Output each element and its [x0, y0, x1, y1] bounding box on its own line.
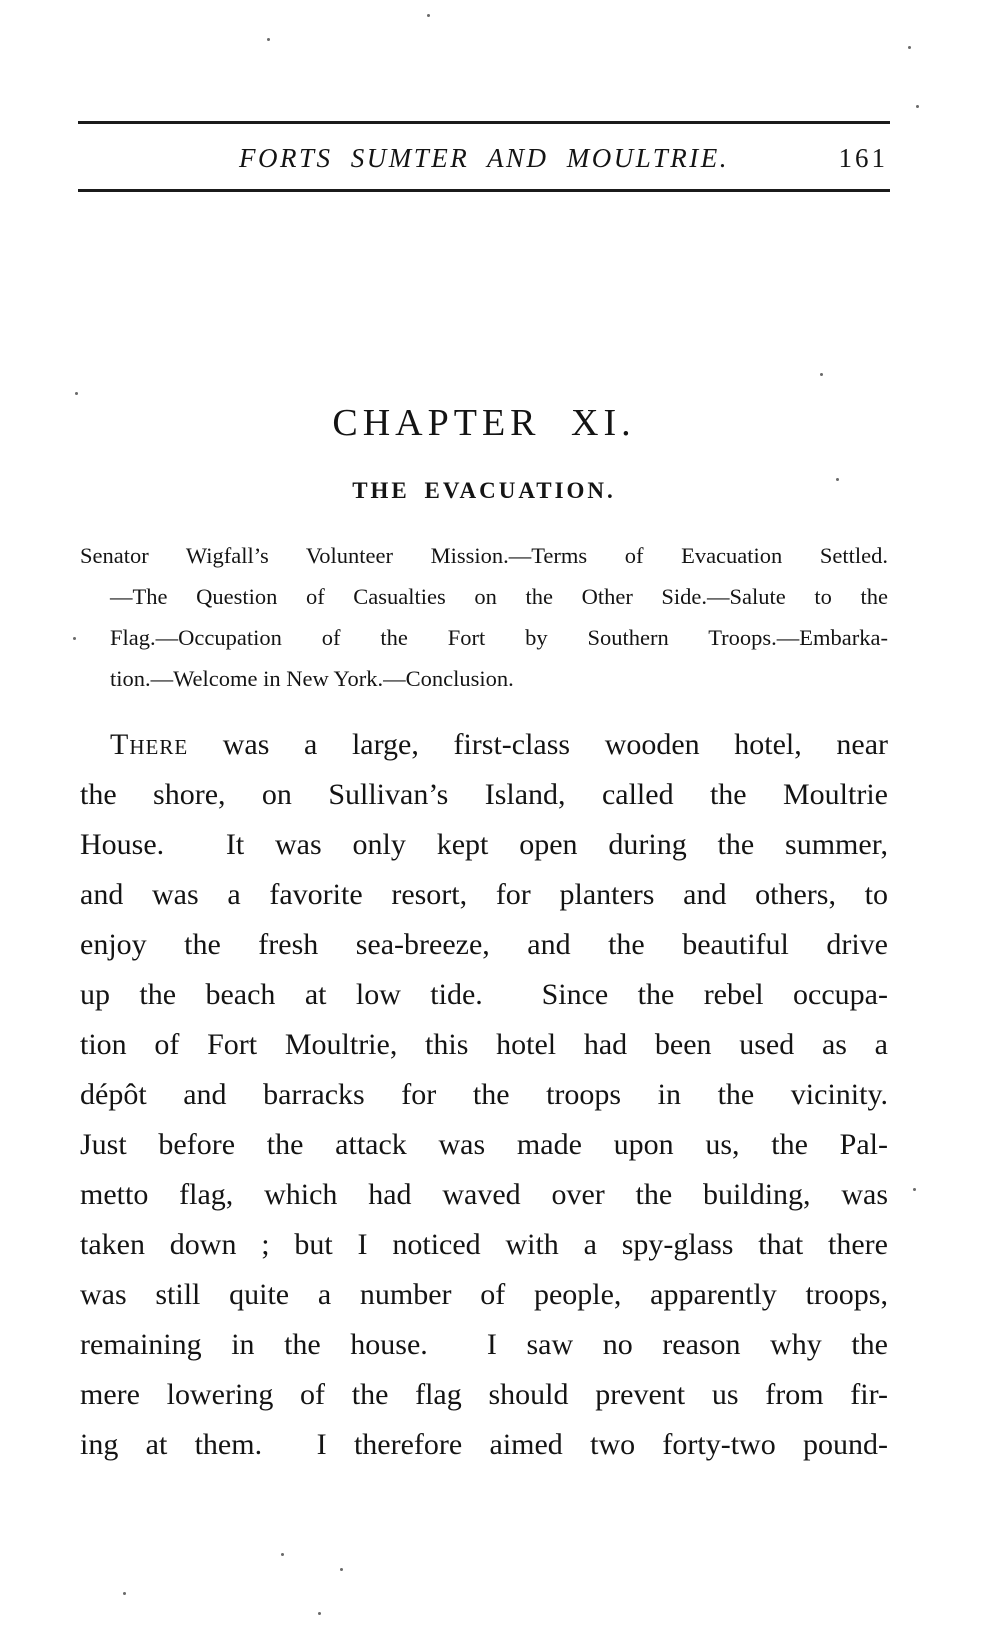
scan-speck — [281, 1553, 284, 1556]
scan-speck — [820, 373, 823, 376]
body-line: dépôt and barracks for the troops in the vicinity. — [80, 1078, 888, 1111]
page-number: 161 — [838, 143, 888, 173]
scan-speck — [75, 392, 78, 395]
scan-speck — [427, 14, 430, 17]
body-line: House. It was only kept open during the summer, — [80, 828, 888, 861]
header-rule-bottom — [78, 189, 890, 192]
scan-speck — [916, 105, 919, 108]
scan-speck — [908, 46, 911, 49]
scan-speck — [836, 478, 839, 481]
running-title: FORTS SUMTER AND MOULTRIE. — [239, 143, 729, 173]
synopsis-line: Senator Wigfall’s Volunteer Mission.—Terms of Evacuation Settled. — [80, 543, 888, 568]
running-head — [78, 136, 890, 180]
body-line: ing at them. I therefore aimed two forty-two pound- — [80, 1428, 888, 1461]
body-line — [80, 720, 888, 770]
body-line: the shore, on Sullivan’s Island, called the Moultrie — [80, 778, 888, 811]
body-line: remaining in the house. I saw no reason why the — [80, 1328, 888, 1361]
body-line: Just before the attack was made upon us, the Pal- — [80, 1128, 888, 1161]
body-line-text: was a large, first-class wooden hotel, near — [188, 728, 888, 761]
body-line: was still quite a number of people, apparently troops, — [80, 1278, 888, 1311]
chapter-synopsis — [80, 535, 888, 699]
body-line: tion of Fort Moultrie, this hotel had been used as a — [80, 1028, 888, 1061]
header-rule-top — [78, 121, 890, 124]
scan-speck — [267, 38, 270, 41]
scan-speck — [73, 637, 76, 640]
scan-speck — [123, 1592, 126, 1595]
synopsis-line: —The Question of Casualties on the Other Side.—Salute to the — [110, 584, 888, 609]
scan-speck — [318, 1612, 321, 1615]
body-paragraph — [80, 720, 888, 1470]
synopsis-line: tion.—Welcome in New York.—Conclusion. — [110, 666, 514, 691]
chapter-title: CHAPTER XI. — [332, 402, 636, 444]
chapter-subtitle: THE EVACUATION. — [352, 478, 616, 503]
body-line: and was a favorite resort, for planters and others, to — [80, 878, 888, 911]
body-line: mere lowering of the flag should prevent us from fir- — [80, 1378, 888, 1411]
scan-speck — [340, 1568, 343, 1571]
scan-speck — [913, 1188, 916, 1191]
body-line: enjoy the fresh sea-breeze, and the beautiful drive — [80, 928, 888, 961]
body-line: metto flag, which had waved over the building, was — [80, 1178, 888, 1211]
body-line: taken down ; but I noticed with a spy-glass that there — [80, 1228, 888, 1261]
smallcaps-lead-word: There — [110, 728, 189, 761]
synopsis-line: Flag.—Occupation of the Fort by Southern Troops.—Embarka- — [110, 625, 888, 650]
body-line: up the beach at low tide. Since the rebel occupa- — [80, 978, 888, 1011]
